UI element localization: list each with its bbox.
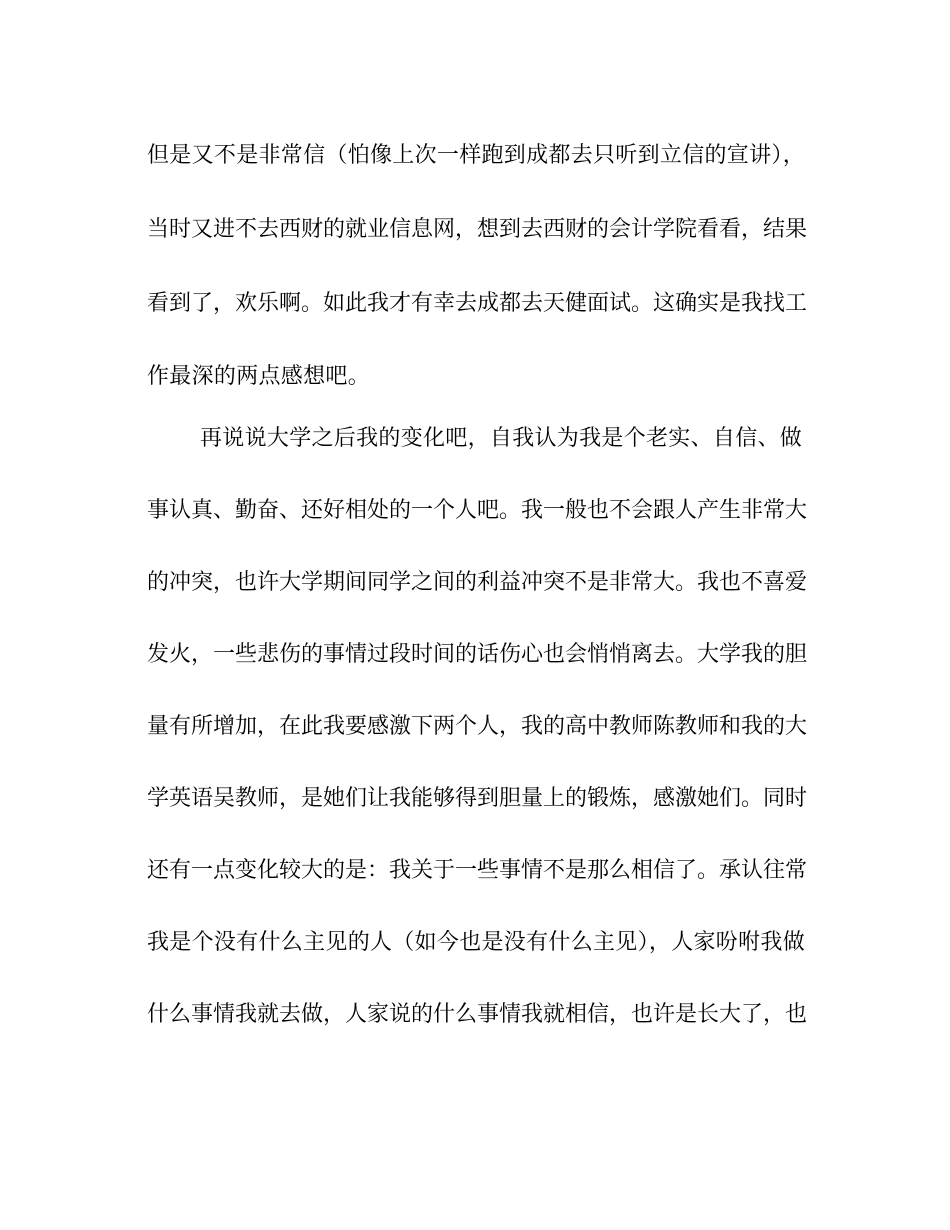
- text-line: 看到了，欢乐啊。如此我才有幸去成都去天健面试。这确实是我找工: [147, 291, 808, 316]
- text-line: 事认真、勤奋、还好相处的一个人吧。我一般也不会跟人产生非常大: [147, 498, 808, 523]
- text-line: 的冲突，也许大学期间同学之间的利益冲突不是非常大。我也不喜爱: [147, 570, 808, 595]
- text-line: 发火，一些悲伤的事情过段时间的话伤心也会悄悄离去。大学我的胆: [147, 642, 808, 667]
- text-line: 学英语吴教师，是她们让我能够得到胆量上的锻炼，感激她们。同时: [147, 786, 808, 811]
- text-line: 量有所增加，在此我要感激下两个人，我的高中教师陈教师和我的大: [147, 714, 808, 739]
- paragraph-first-line: 再说说大学之后我的变化吧，自我认为我是个老实、自信、做: [200, 426, 803, 451]
- text-line: 作最深的两点感想吧。: [147, 364, 371, 389]
- text-line: 什么事情我就去做，人家说的什么事情我就相信，也许是长大了，也: [147, 1002, 808, 1027]
- text-line: 但是又不是非常信（怕像上次一样跑到成都去只听到立信的宣讲），: [147, 143, 806, 168]
- text-line: 还有一点变化较大的是：我关于一些事情不是那么相信了。承认往常: [147, 858, 808, 883]
- text-line: 我是个没有什么主见的人（如今也是没有什么主见），人家吩咐我做: [147, 930, 806, 955]
- text-line: 当时又进不去西财的就业信息网，想到去西财的会计学院看看，结果: [147, 217, 808, 242]
